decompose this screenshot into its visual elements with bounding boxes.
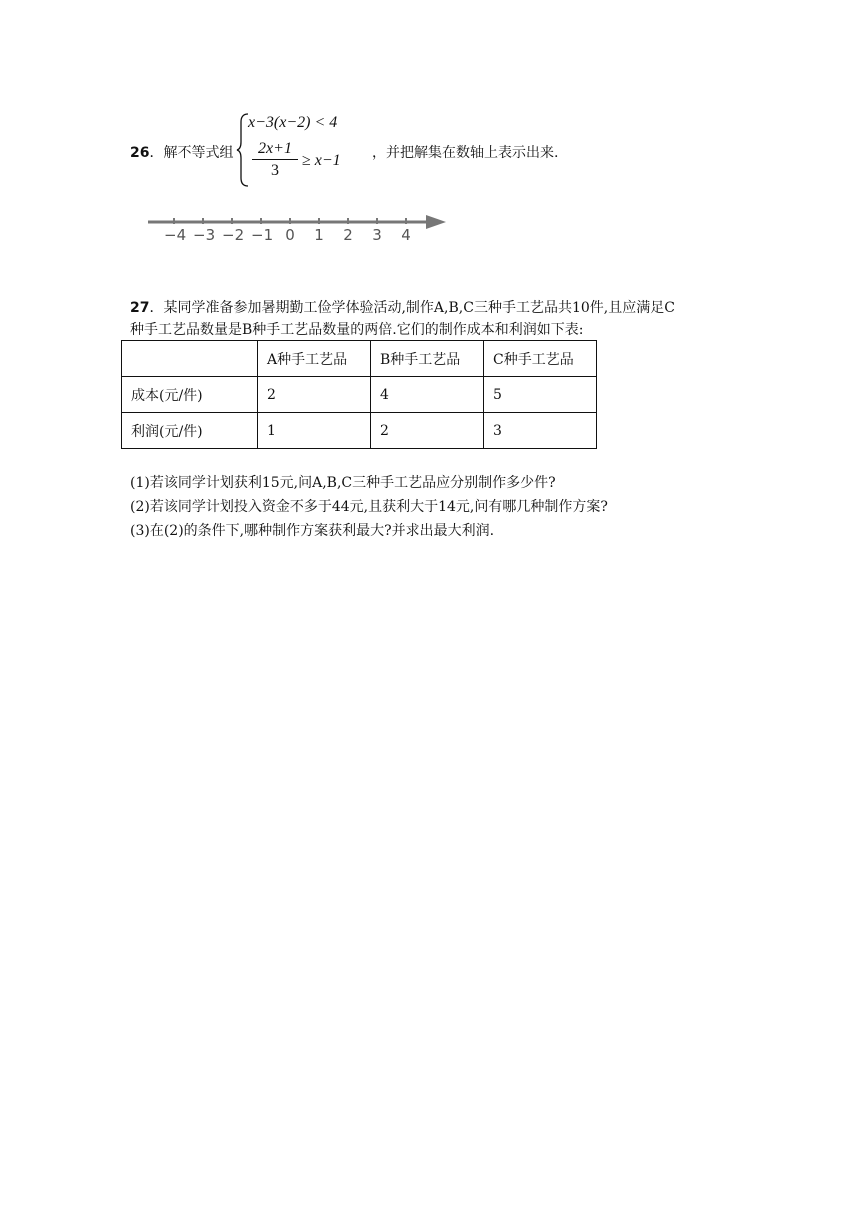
cost-profit-table bbox=[121, 340, 597, 449]
tick-label: −3 bbox=[193, 226, 216, 244]
inequality-operator: ≥ bbox=[302, 152, 311, 169]
arrow-icon bbox=[426, 215, 446, 229]
table-cell: 成本(元/件) bbox=[122, 377, 258, 413]
table-header-cell: A种手工艺品 bbox=[258, 341, 371, 377]
table-cell: 2 bbox=[371, 413, 484, 449]
fraction-denominator: 3 bbox=[271, 162, 279, 179]
table-header-cell: B种手工艺品 bbox=[371, 341, 484, 377]
sub-question-3: (3)在(2)的条件下,哪种制作方案获利最大?并求出最大利润. bbox=[130, 523, 495, 539]
question-number: 26 bbox=[130, 145, 150, 161]
table-cell: 1 bbox=[258, 413, 371, 449]
tick-label: 2 bbox=[343, 226, 353, 244]
table-cell: 2 bbox=[258, 377, 371, 413]
table-header-cell: C种手工艺品 bbox=[484, 341, 597, 377]
tick-label: −1 bbox=[251, 226, 274, 244]
fraction bbox=[252, 140, 298, 180]
inequality-2 bbox=[302, 152, 341, 170]
table-cell: 3 bbox=[484, 413, 597, 449]
question-27-intro-2: 种手工艺品数量是B种手工艺品数量的两倍.它们的制作成本和利润如下表: bbox=[130, 322, 584, 338]
table-cell: 5 bbox=[484, 377, 597, 413]
sub-question-1: (1)若该同学计划获利15元,问A,B,C三种手工艺品应分别制作多少件? bbox=[130, 475, 556, 491]
question-text: ．解不等式组 bbox=[149, 145, 234, 161]
question-text: ．某同学准备参加暑期勤工俭学体验活动,制作A,B,C三种手工艺品共10件,且应满足C bbox=[149, 300, 675, 316]
table-row bbox=[122, 413, 597, 449]
tick-label: 4 bbox=[401, 226, 411, 244]
inequality-rhs: x−1 bbox=[314, 152, 341, 169]
tick-label: 0 bbox=[285, 226, 295, 244]
table-header-cell bbox=[122, 341, 258, 377]
table-cell: 利润(元/件) bbox=[122, 413, 258, 449]
inequality-1: x−3(x−2) < 4 bbox=[248, 114, 338, 131]
question-number: 27 bbox=[130, 300, 150, 316]
tick-label: −2 bbox=[222, 226, 245, 244]
question-26-prompt bbox=[130, 142, 233, 162]
tick-label: −4 bbox=[164, 226, 187, 244]
table-header-row bbox=[122, 341, 597, 377]
tick-label: 1 bbox=[314, 226, 324, 244]
tick-label: 3 bbox=[372, 226, 382, 244]
table-cell: 4 bbox=[371, 377, 484, 413]
sub-question-2: (2)若该同学计划投入资金不多于44元,且获利大于14元,问有哪几种制作方案? bbox=[130, 499, 608, 515]
fraction-numerator: 2x+1 bbox=[252, 140, 298, 160]
question-27-intro bbox=[130, 297, 740, 319]
table-row bbox=[122, 377, 597, 413]
question-26-tail: ，并把解集在数轴上表示出来. bbox=[372, 145, 559, 161]
